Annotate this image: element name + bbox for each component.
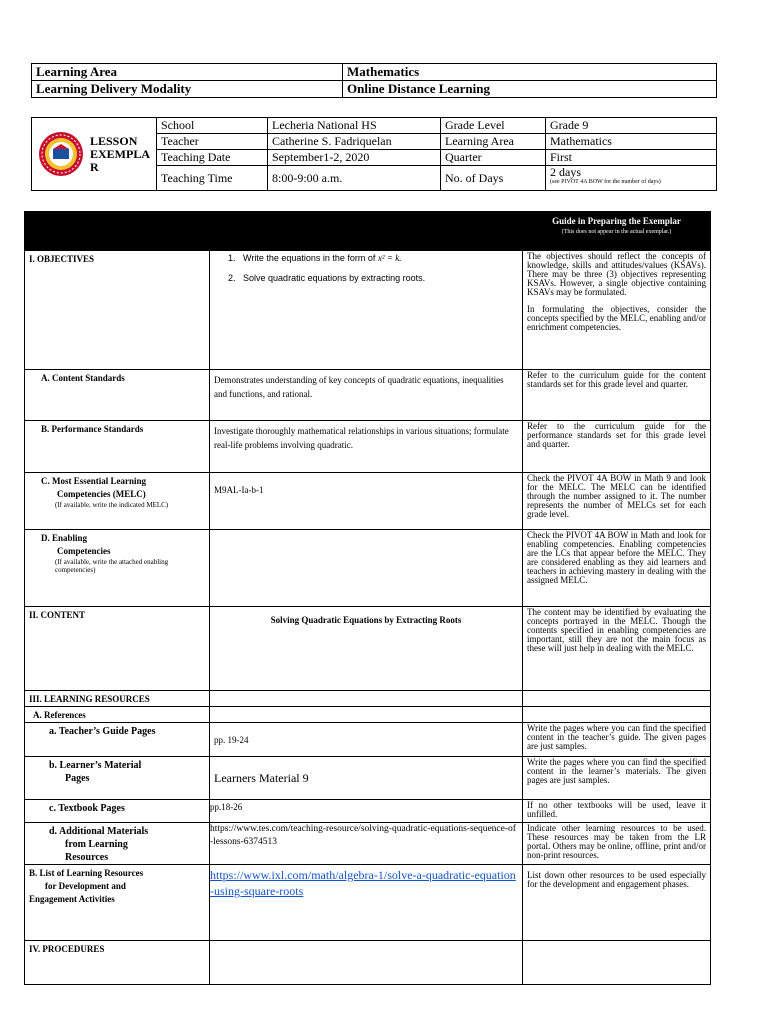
learning-resources-label: III. LEARNING RESOURCES bbox=[25, 691, 210, 707]
references-label: A. References bbox=[25, 707, 210, 723]
teachers-guide-value: pp. 19-24 bbox=[210, 723, 523, 757]
objective-2: 2. Solve quadratic equations by extracting roots. bbox=[228, 273, 426, 283]
teacher-value: Catherine S. Fadriquelan bbox=[268, 134, 441, 150]
enabling-competencies-label: D. Enabling Competencies (If available, write the attached enabling competencies) bbox=[25, 530, 210, 607]
grade-level-label: Grade Level bbox=[441, 118, 546, 134]
delivery-modality-value: Online Distance Learning bbox=[343, 81, 717, 98]
melc-guide: Check the PIVOT 4A BOW in Math 9 and look for the MELC. The MELC can be identified through the number assigned to it. The number represents the number of MELCs set for each grade level. bbox=[523, 473, 711, 530]
teachers-guide-label: a. Teacher’s Guide Pages bbox=[25, 723, 210, 757]
learning-area-table bbox=[31, 63, 717, 98]
procedures-guide-blank bbox=[523, 941, 711, 985]
days-value-cell bbox=[546, 166, 717, 191]
content-label: II. CONTENT bbox=[25, 607, 210, 691]
additional-materials-value: https://www.tes.com/teaching-resource/solving-quadratic-equations-sequence-of-lessons-6374513 bbox=[210, 823, 523, 865]
objectives-guide: The objectives should reflect the concepts of knowledge, skills and attitudes/values (KSAVs). There may be three (3) objectives representing KSAVs. However, a single objective containing KSAVs may be formulated. In formulating the objectives, consider the concepts specified by the MELC, enabling and/or enrichment competencies. bbox=[523, 251, 711, 370]
additional-materials-guide: Indicate other learning resources to be used. These resources may be taken from the LR portal. Others may be online, offline, print and/or non-print resources. bbox=[523, 823, 711, 865]
learning-resources-blank bbox=[210, 691, 523, 707]
procedures-blank bbox=[210, 941, 523, 985]
list-resources-label: B. List of Learning Resources for Development and Engagement Activities bbox=[25, 865, 210, 941]
content-guide: The content may be identified by evaluating the concepts portrayed in the MELC. Though the contents specified in enabling competencies are important, still they are not the main focus as these will just help in dealing with the MELC. bbox=[523, 607, 711, 691]
learning-resources-guide-blank bbox=[523, 691, 711, 707]
list-resources-guide: List down other resources to be used especially for the development and engagement phases. bbox=[523, 865, 711, 941]
content-standards-guide: Refer to the curriculum guide for the content standards set for this grade level and quarter. bbox=[523, 370, 711, 421]
learners-material-guide: Write the pages where you can find the specified content in the learner’s materials. The given pages are just samples. bbox=[523, 757, 711, 800]
references-guide-blank bbox=[523, 707, 711, 723]
guide-title: Guide in Preparing the Exemplar bbox=[552, 216, 681, 226]
objectives-content bbox=[210, 251, 523, 370]
school-label: School bbox=[157, 118, 268, 134]
content-standards-label: A. Content Standards bbox=[25, 370, 210, 421]
performance-standards-value: Investigate thoroughly mathematical relationships in various situations; formulate real-life problems involving quadratic. bbox=[210, 421, 523, 473]
teachers-guide-guide: Write the pages where you can find the specified content in the teacher’s guide. The given pages are just samples. bbox=[523, 723, 711, 757]
enabling-competencies-value bbox=[210, 530, 523, 607]
learners-material-label: b. Learner’s Material Pages bbox=[25, 757, 210, 800]
content-value: Solving Quadratic Equations by Extracting Roots bbox=[210, 607, 523, 691]
teaching-date-value: September1-2, 2020 bbox=[268, 150, 441, 166]
learning-area-info-value: Mathematics bbox=[546, 134, 717, 150]
quarter-label: Quarter bbox=[441, 150, 546, 166]
textbook-pages-value: pp.18-26 bbox=[210, 800, 523, 823]
ixl-link[interactable]: https://www.ixl.com/math/algebra-1/solve-a-quadratic-equation-using-square-roots bbox=[210, 868, 516, 898]
teaching-time-label: Teaching Time bbox=[157, 166, 268, 191]
lesson-exemplar-header bbox=[32, 118, 157, 191]
deped-seal-icon bbox=[38, 131, 84, 177]
textbook-pages-label: c. Textbook Pages bbox=[25, 800, 210, 823]
teaching-date-label: Teaching Date bbox=[157, 150, 268, 166]
school-value: Lecheria National HS bbox=[268, 118, 441, 134]
header-blank-2 bbox=[210, 212, 523, 251]
delivery-modality-label: Learning Delivery Modality bbox=[32, 81, 343, 98]
days-note: (see PIVOT 4A BOW for the number of days) bbox=[550, 179, 661, 185]
days-value: 2 days bbox=[550, 165, 581, 179]
guide-note: (This does not appear in the actual exemplar.) bbox=[561, 229, 672, 235]
performance-standards-guide: Refer to the curriculum guide for the performance standards set for this grade level and quarter. bbox=[523, 421, 711, 473]
teaching-time-value: 8:00-9:00 a.m. bbox=[268, 166, 441, 191]
objective-1: 1. Write the equations in the form of x² = k. bbox=[228, 253, 402, 263]
lesson-info-table bbox=[31, 117, 717, 191]
objectives-label: I. OBJECTIVES bbox=[25, 251, 210, 370]
learners-material-value: Learners Material 9 bbox=[210, 757, 523, 800]
guide-header bbox=[523, 212, 711, 251]
lesson-exemplar-title: LESSON EXEMPLA R bbox=[90, 133, 150, 174]
procedures-label: IV. PROCEDURES bbox=[25, 941, 210, 985]
additional-materials-label: d. Additional Materials from Learning Resources bbox=[25, 823, 210, 865]
melc-value: M9AL-Ia-b-1 bbox=[210, 473, 523, 530]
learning-area-label: Learning Area bbox=[32, 64, 343, 81]
teacher-label: Teacher bbox=[157, 134, 268, 150]
days-label: No. of Days bbox=[441, 166, 546, 191]
textbook-pages-guide: If no other textbooks will be used, leave it unfilled. bbox=[523, 800, 711, 823]
content-standards-value: Demonstrates understanding of key concepts of quadratic equations, inequalities and functions, and rational. bbox=[210, 370, 523, 421]
quarter-value: First bbox=[546, 150, 717, 166]
learning-area-info-label: Learning Area bbox=[441, 134, 546, 150]
exemplar-table bbox=[24, 211, 711, 985]
performance-standards-label: B. Performance Standards bbox=[25, 421, 210, 473]
header-blank-1 bbox=[25, 212, 210, 251]
melc-label: C. Most Essential Learning Competencies (MELC) (If available, write the indicated MELC) bbox=[25, 473, 210, 530]
grade-level-value: Grade 9 bbox=[546, 118, 717, 134]
list-resources-value-cell bbox=[210, 865, 523, 941]
references-blank bbox=[210, 707, 523, 723]
learning-area-value: Mathematics bbox=[343, 64, 717, 81]
enabling-competencies-guide: Check the PIVOT 4A BOW in Math and look for enabling competencies. Enabling competencies are the LCs that appear before the MELC. They are considered enabling as they aid learners and teachers in achieving mastery in dealing with the assigned MELC. bbox=[523, 530, 711, 607]
